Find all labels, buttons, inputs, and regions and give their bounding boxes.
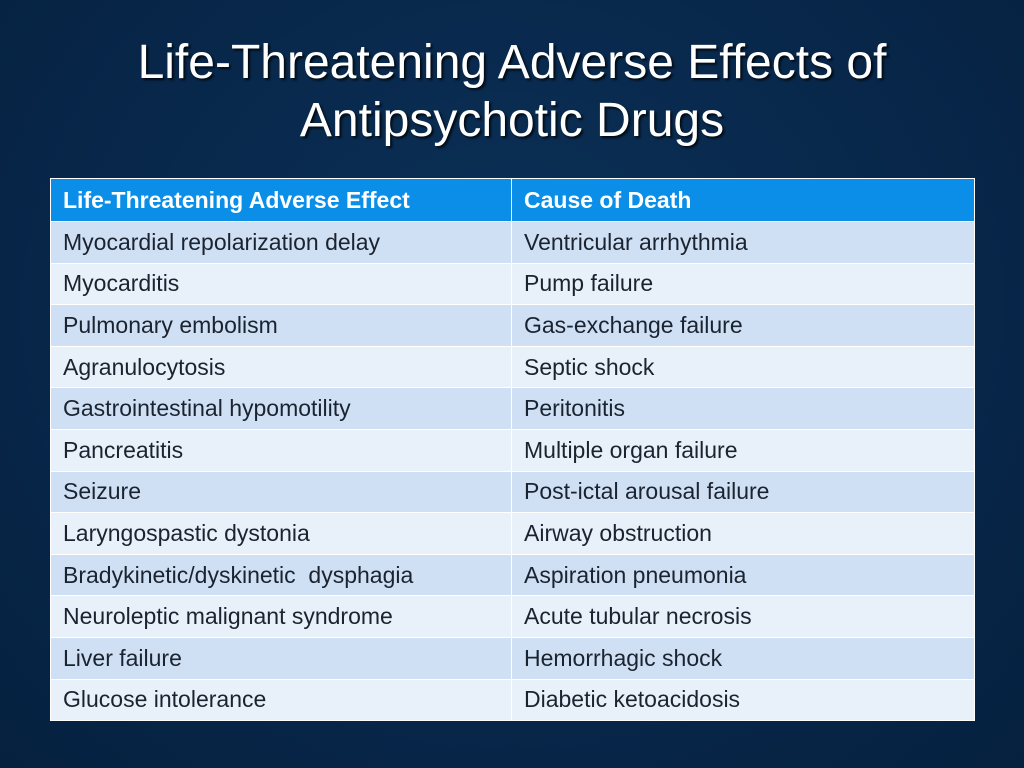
adverse-effect-cell: Pancreatitis	[51, 429, 512, 471]
table-row	[51, 596, 975, 638]
adverse-effect-cell: Neuroleptic malignant syndrome	[51, 596, 512, 638]
slide-title-line-1: Life-Threatening Adverse Effects of	[137, 36, 887, 89]
adverse-effect-cell: Bradykinetic/dyskinetic dysphagia	[51, 554, 512, 596]
cause-of-death-cell: Acute tubular necrosis	[512, 596, 975, 638]
adverse-effect-cell: Myocardial repolarization delay	[51, 222, 512, 264]
adverse-effect-cell: Gastrointestinal hypomotility	[51, 388, 512, 430]
adverse-effects-table	[50, 178, 975, 721]
cause-of-death-cell: Diabetic ketoacidosis	[512, 679, 975, 721]
cause-of-death-cell: Peritonitis	[512, 388, 975, 430]
adverse-effect-cell: Myocarditis	[51, 263, 512, 305]
slide-title	[0, 34, 1024, 150]
table-header-row	[51, 179, 975, 222]
slide-title-line-2: Antipsychotic Drugs	[299, 94, 725, 147]
adverse-effect-cell: Glucose intolerance	[51, 679, 512, 721]
cause-of-death-cell: Septic shock	[512, 346, 975, 388]
table-row	[51, 679, 975, 721]
adverse-effect-cell: Liver failure	[51, 637, 512, 679]
adverse-effect-cell: Laryngospastic dystonia	[51, 513, 512, 555]
table-row	[51, 222, 975, 264]
cause-of-death-cell: Ventricular arrhythmia	[512, 222, 975, 264]
table-row	[51, 429, 975, 471]
cause-of-death-cell: Airway obstruction	[512, 513, 975, 555]
table-row	[51, 263, 975, 305]
table-row	[51, 637, 975, 679]
table-row	[51, 513, 975, 555]
table-row	[51, 554, 975, 596]
column-header-adverse-effect: Life-Threatening Adverse Effect	[51, 179, 512, 222]
table-row	[51, 305, 975, 347]
table-row	[51, 388, 975, 430]
column-header-cause-of-death: Cause of Death	[512, 179, 975, 222]
effects-table-container	[50, 178, 974, 721]
adverse-effect-cell: Seizure	[51, 471, 512, 513]
cause-of-death-cell: Pump failure	[512, 263, 975, 305]
table-row	[51, 471, 975, 513]
cause-of-death-cell: Gas-exchange failure	[512, 305, 975, 347]
adverse-effect-cell: Agranulocytosis	[51, 346, 512, 388]
cause-of-death-cell: Hemorrhagic shock	[512, 637, 975, 679]
cause-of-death-cell: Post-ictal arousal failure	[512, 471, 975, 513]
table-row	[51, 346, 975, 388]
adverse-effect-cell: Pulmonary embolism	[51, 305, 512, 347]
cause-of-death-cell: Aspiration pneumonia	[512, 554, 975, 596]
cause-of-death-cell: Multiple organ failure	[512, 429, 975, 471]
